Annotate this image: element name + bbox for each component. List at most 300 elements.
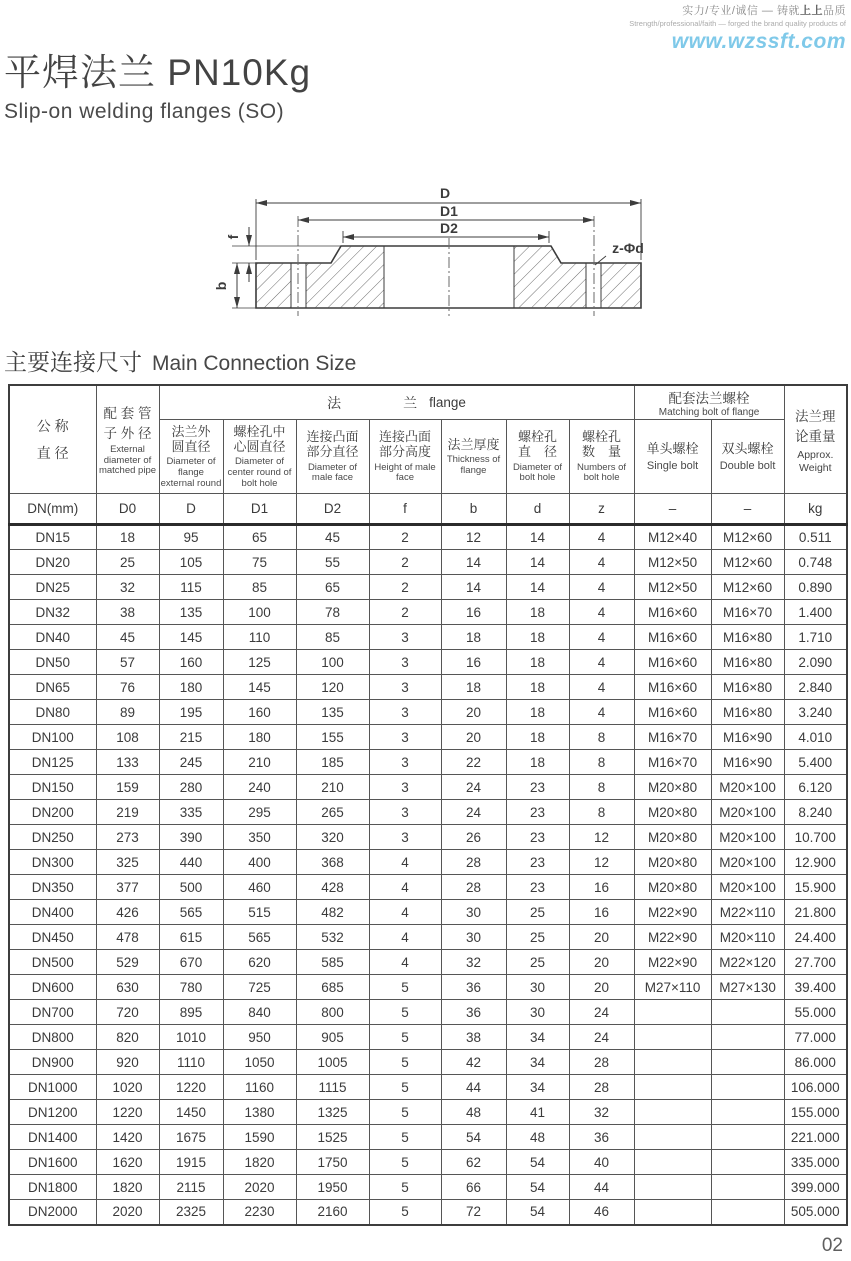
table-cell: M16×90 — [711, 750, 784, 775]
tagline-en: Strength/professional/faith — forged the brand quality products of — [629, 19, 846, 28]
table-cell: 532 — [296, 925, 369, 950]
table-cell: M22×90 — [634, 900, 711, 925]
table-cell: 1220 — [159, 1075, 223, 1100]
table-cell: M20×80 — [634, 775, 711, 800]
col-header-weight — [784, 385, 847, 494]
table-cell: M16×60 — [634, 675, 711, 700]
table-cell: 4 — [569, 525, 634, 550]
table-cell: 3 — [369, 700, 441, 725]
connection-size-table — [8, 384, 848, 1226]
table-cell: 240 — [223, 775, 296, 800]
table-cell: 1675 — [159, 1125, 223, 1150]
table-cell: 155 — [296, 725, 369, 750]
table-cell: M22×90 — [634, 925, 711, 950]
table-cell: 78 — [296, 600, 369, 625]
table-cell: 8.240 — [784, 800, 847, 825]
table-cell: 1220 — [96, 1100, 159, 1125]
table-cell: 630 — [96, 975, 159, 1000]
table-cell: 14 — [506, 575, 569, 600]
col-header-bolt-hole-dia: 螺栓孔 直 径 Diameter of bolt hole — [506, 420, 569, 494]
table-cell: 54 — [441, 1125, 506, 1150]
table-cell: 46 — [569, 1200, 634, 1225]
table-cell: 41 — [506, 1100, 569, 1125]
table-cell: 44 — [569, 1175, 634, 1200]
unit-cell: d — [506, 494, 569, 525]
table-cell — [711, 1025, 784, 1050]
row-dn-cell: DN2000 — [9, 1200, 96, 1225]
table-cell: M20×100 — [711, 875, 784, 900]
table-cell: 10.700 — [784, 825, 847, 850]
table-cell: 1.710 — [784, 625, 847, 650]
table-cell: 108 — [96, 725, 159, 750]
table-cell: M12×40 — [634, 525, 711, 550]
table-cell: 5 — [369, 1025, 441, 1050]
table-row — [9, 600, 847, 625]
table-cell: 28 — [569, 1050, 634, 1075]
row-dn-cell: DN450 — [9, 925, 96, 950]
table-cell: 6.120 — [784, 775, 847, 800]
row-dn-cell: DN1600 — [9, 1150, 96, 1175]
table-cell: 0.890 — [784, 575, 847, 600]
table-cell: M12×60 — [711, 550, 784, 575]
hatch-right-inner — [514, 246, 586, 308]
table-row — [9, 650, 847, 675]
table-cell: M20×100 — [711, 800, 784, 825]
table-cell: M20×80 — [634, 800, 711, 825]
table-cell: 34 — [506, 1075, 569, 1100]
row-dn-cell: DN1000 — [9, 1075, 96, 1100]
table-row — [9, 825, 847, 850]
tagline-zh — [629, 2, 846, 18]
row-dn-cell: DN700 — [9, 1000, 96, 1025]
table-row — [9, 700, 847, 725]
table-cell: 18 — [506, 675, 569, 700]
table-cell: 2020 — [223, 1175, 296, 1200]
table-cell: 273 — [96, 825, 159, 850]
row-dn-cell: DN800 — [9, 1025, 96, 1050]
table-cell: M16×60 — [634, 600, 711, 625]
table-cell: 840 — [223, 1000, 296, 1025]
table-row — [9, 1100, 847, 1125]
dim-label-D1: D1 — [440, 203, 458, 219]
table-cell: 12 — [441, 525, 506, 550]
row-dn-cell: DN600 — [9, 975, 96, 1000]
table-cell: 8 — [569, 775, 634, 800]
table-cell: 4 — [569, 575, 634, 600]
table-cell: 800 — [296, 1000, 369, 1025]
table-cell: 12 — [569, 850, 634, 875]
table-cell: 1020 — [96, 1075, 159, 1100]
table-cell: 77.000 — [784, 1025, 847, 1050]
table-cell: 245 — [159, 750, 223, 775]
table-cell: 2160 — [296, 1200, 369, 1225]
masthead — [629, 2, 846, 54]
table-cell: 500 — [159, 875, 223, 900]
table-cell: 529 — [96, 950, 159, 975]
dn-header-zh1: 公 称 — [36, 417, 69, 434]
table-cell: M22×110 — [711, 900, 784, 925]
table-cell: 399.000 — [784, 1175, 847, 1200]
table-cell: 30 — [506, 1000, 569, 1025]
table-cell: M22×90 — [634, 950, 711, 975]
table-cell: M12×50 — [634, 550, 711, 575]
col-header-thickness: 法兰厚度 Thickness of flange — [441, 420, 506, 494]
table-row — [9, 625, 847, 650]
table-cell: 4 — [369, 875, 441, 900]
table-cell: 42 — [441, 1050, 506, 1075]
table-cell: 23 — [506, 825, 569, 850]
table-row — [9, 900, 847, 925]
table-cell: M20×80 — [634, 825, 711, 850]
table-cell: 36 — [441, 1000, 506, 1025]
dim-label-f: f — [225, 234, 241, 240]
row-dn-cell: DN1800 — [9, 1175, 96, 1200]
table-row — [9, 1150, 847, 1175]
table-cell: 4 — [569, 675, 634, 700]
section-heading — [4, 344, 356, 377]
table-cell: 160 — [159, 650, 223, 675]
row-dn-cell: DN350 — [9, 875, 96, 900]
table-cell: 14 — [441, 575, 506, 600]
table-cell: 5 — [369, 1050, 441, 1075]
table-cell: 0.748 — [784, 550, 847, 575]
row-dn-cell: DN32 — [9, 600, 96, 625]
table-cell: 12.900 — [784, 850, 847, 875]
table-row — [9, 1125, 847, 1150]
table-cell: 25 — [506, 950, 569, 975]
table-cell: 3 — [369, 800, 441, 825]
table-cell: 45 — [96, 625, 159, 650]
table-row — [9, 1050, 847, 1075]
table-cell: 400 — [223, 850, 296, 875]
table-row — [9, 1000, 847, 1025]
row-dn-cell: DN125 — [9, 750, 96, 775]
table-cell: 1750 — [296, 1150, 369, 1175]
unit-cell: D1 — [223, 494, 296, 525]
table-cell: 720 — [96, 1000, 159, 1025]
table-cell: M16×70 — [634, 750, 711, 775]
weight-header-en1: Approx. — [797, 449, 834, 462]
table-cell: M16×90 — [711, 725, 784, 750]
unit-cell: f — [369, 494, 441, 525]
table-cell: 32 — [569, 1100, 634, 1125]
table-cell: M16×60 — [634, 700, 711, 725]
table-cell: 2020 — [96, 1200, 159, 1225]
table-cell: 30 — [441, 900, 506, 925]
table-cell: 2 — [369, 550, 441, 575]
table-cell: 1050 — [223, 1050, 296, 1075]
table-cell: 21.800 — [784, 900, 847, 925]
table-cell: 24 — [441, 800, 506, 825]
unit-cell: D — [159, 494, 223, 525]
unit-cell: z — [569, 494, 634, 525]
pipe-header-en: External diameter of matched pipe — [98, 444, 157, 477]
table-cell: 515 — [223, 900, 296, 925]
table-cell: 3 — [369, 675, 441, 700]
table-cell: 72 — [441, 1200, 506, 1225]
table-cell: 14 — [506, 550, 569, 575]
bolt-group-zh: 配套法兰螺栓 — [668, 391, 750, 406]
table-cell: 5 — [369, 1175, 441, 1200]
table-cell: 54 — [506, 1200, 569, 1225]
table-cell: 4 — [569, 550, 634, 575]
hatch-right-outer — [601, 263, 641, 308]
bolt-group-en: Matching bolt of flange — [658, 407, 760, 418]
table-cell: 368 — [296, 850, 369, 875]
table-cell: 24.400 — [784, 925, 847, 950]
table-cell — [634, 1000, 711, 1025]
table-cell: 221.000 — [784, 1125, 847, 1150]
row-dn-cell: DN40 — [9, 625, 96, 650]
table-cell: M20×80 — [634, 850, 711, 875]
table-cell: 1950 — [296, 1175, 369, 1200]
table-cell: 565 — [223, 925, 296, 950]
table-cell: 34 — [506, 1050, 569, 1075]
table-cell: 95 — [159, 525, 223, 550]
col-header-dn — [9, 385, 96, 494]
row-dn-cell: DN250 — [9, 825, 96, 850]
table-row — [9, 775, 847, 800]
table-cell: 30 — [441, 925, 506, 950]
table-cell: 685 — [296, 975, 369, 1000]
table-cell: 100 — [223, 600, 296, 625]
table-cell: 65 — [296, 575, 369, 600]
table-row — [9, 550, 847, 575]
table-cell: 32 — [96, 575, 159, 600]
row-dn-cell: DN65 — [9, 675, 96, 700]
col-header-male-face-height: 连接凸面 部分高度 Height of male face — [369, 420, 441, 494]
table-cell: 210 — [223, 750, 296, 775]
table-cell: 54 — [506, 1150, 569, 1175]
table-cell: 4 — [369, 900, 441, 925]
tagline-zh-brand: 上上 — [800, 5, 823, 17]
table-cell — [634, 1025, 711, 1050]
table-cell: 4 — [569, 700, 634, 725]
table-cell — [711, 1200, 784, 1225]
unit-cell: kg — [784, 494, 847, 525]
table-cell: 1420 — [96, 1125, 159, 1150]
hatch-left-inner — [306, 246, 384, 308]
table-cell: 18 — [506, 600, 569, 625]
table-cell: 2115 — [159, 1175, 223, 1200]
table-cell: 950 — [223, 1025, 296, 1050]
table-cell: 55 — [296, 550, 369, 575]
table-cell: 18 — [441, 675, 506, 700]
table-cell: 14 — [506, 525, 569, 550]
table-cell: 4 — [369, 950, 441, 975]
table-cell: 670 — [159, 950, 223, 975]
table-cell: 478 — [96, 925, 159, 950]
table-cell: 28 — [441, 850, 506, 875]
table-cell — [711, 1000, 784, 1025]
unit-cell: – — [711, 494, 784, 525]
row-dn-cell: DN20 — [9, 550, 96, 575]
dim-label-b: b — [213, 281, 229, 291]
table-cell — [634, 1175, 711, 1200]
table-cell: 25 — [96, 550, 159, 575]
table-cell: 505.000 — [784, 1200, 847, 1225]
row-dn-cell: DN15 — [9, 525, 96, 550]
hatch-left-outer — [256, 263, 291, 308]
table-cell: 335 — [159, 800, 223, 825]
table-cell: 44 — [441, 1075, 506, 1100]
row-dn-cell: DN300 — [9, 850, 96, 875]
table-cell: 26 — [441, 825, 506, 850]
table-cell: 15.900 — [784, 875, 847, 900]
table-cell: 34 — [506, 1025, 569, 1050]
row-dn-cell: DN1400 — [9, 1125, 96, 1150]
table-cell: 25 — [506, 925, 569, 950]
table-cell: 377 — [96, 875, 159, 900]
table-cell: 5 — [369, 975, 441, 1000]
table-cell: 1160 — [223, 1075, 296, 1100]
table-row — [9, 575, 847, 600]
table-row — [9, 800, 847, 825]
table-cell — [634, 1075, 711, 1100]
col-header-bolt-circle: 螺栓孔中 心圆直径 Diameter of center round of bolt hole — [223, 420, 296, 494]
table-cell: 16 — [569, 875, 634, 900]
table-cell: 5 — [369, 1000, 441, 1025]
table-cell: 3.240 — [784, 700, 847, 725]
pipe-header-zh1: 配 套 管 — [103, 406, 152, 422]
flange-group-zh2: 兰 — [403, 394, 418, 411]
table-cell: 350 — [223, 825, 296, 850]
table-cell: 12 — [569, 825, 634, 850]
table-cell: 905 — [296, 1025, 369, 1050]
table-cell: 66 — [441, 1175, 506, 1200]
table-cell: M16×70 — [711, 600, 784, 625]
table-cell: 100 — [296, 650, 369, 675]
table-cell: 3 — [369, 775, 441, 800]
row-dn-cell: DN500 — [9, 950, 96, 975]
table-cell: M20×100 — [711, 825, 784, 850]
flange-group-zh1: 法 — [327, 394, 342, 411]
col-header-flange-od: 法兰外 圆直径 Diameter of flange external round — [159, 420, 223, 494]
weight-header-zh1: 法兰理 — [795, 409, 836, 425]
section-title-zh: 主要连接尺寸 — [4, 349, 142, 375]
table-cell: 24 — [441, 775, 506, 800]
table-cell: 38 — [441, 1025, 506, 1050]
table-cell: 36 — [441, 975, 506, 1000]
table-cell: 25 — [506, 900, 569, 925]
table-cell: M27×110 — [634, 975, 711, 1000]
table-cell: 75 — [223, 550, 296, 575]
table-cell: 1820 — [223, 1150, 296, 1175]
col-header-pipe — [96, 385, 159, 494]
table-cell — [634, 1200, 711, 1225]
table-cell: 18 — [506, 650, 569, 675]
table-cell: 38 — [96, 600, 159, 625]
table-cell: M16×70 — [634, 725, 711, 750]
table-cell: 23 — [506, 850, 569, 875]
table-cell: 780 — [159, 975, 223, 1000]
table-cell: 920 — [96, 1050, 159, 1075]
table-cell: 895 — [159, 1000, 223, 1025]
table-cell: 48 — [441, 1100, 506, 1125]
page-title: 平焊法兰 PN10Kg — [4, 52, 312, 93]
website-url: www.wzssft.com — [671, 30, 846, 53]
table-cell: 295 — [223, 800, 296, 825]
table-cell: 16 — [441, 650, 506, 675]
table-cell: M22×120 — [711, 950, 784, 975]
table-cell: 215 — [159, 725, 223, 750]
table-cell: 18 — [506, 750, 569, 775]
units-row — [9, 494, 847, 525]
table-row — [9, 1200, 847, 1225]
row-dn-cell: DN50 — [9, 650, 96, 675]
table-cell: 86.000 — [784, 1050, 847, 1075]
table-cell: 135 — [296, 700, 369, 725]
table-cell: 820 — [96, 1025, 159, 1050]
table-cell: 2.090 — [784, 650, 847, 675]
table-cell: 5 — [369, 1150, 441, 1175]
table-cell: 482 — [296, 900, 369, 925]
table-cell: 45 — [296, 525, 369, 550]
table-cell: 62 — [441, 1150, 506, 1175]
row-dn-cell: DN900 — [9, 1050, 96, 1075]
row-dn-cell: DN25 — [9, 575, 96, 600]
bolt-note-label: z-Φd — [612, 240, 644, 256]
table-cell: 16 — [569, 900, 634, 925]
row-dn-cell: DN80 — [9, 700, 96, 725]
table-cell: 4.010 — [784, 725, 847, 750]
table-cell: 110 — [223, 625, 296, 650]
table-cell: 23 — [506, 775, 569, 800]
table-row — [9, 975, 847, 1000]
weight-header-zh2: 论重量 — [795, 429, 836, 445]
row-dn-cell: DN400 — [9, 900, 96, 925]
table-cell: M27×130 — [711, 975, 784, 1000]
table-cell — [634, 1050, 711, 1075]
table-cell: 180 — [159, 675, 223, 700]
row-dn-cell: DN100 — [9, 725, 96, 750]
table-cell: 1820 — [96, 1175, 159, 1200]
table-cell: 1110 — [159, 1050, 223, 1075]
table-cell: 3 — [369, 725, 441, 750]
table-cell: 5 — [369, 1100, 441, 1125]
table-row — [9, 1025, 847, 1050]
table-row — [9, 675, 847, 700]
table-row — [9, 525, 847, 550]
table-cell: 4 — [569, 600, 634, 625]
table-cell: 8 — [569, 750, 634, 775]
table-cell: 565 — [159, 900, 223, 925]
unit-cell: DN(mm) — [9, 494, 96, 525]
unit-cell: b — [441, 494, 506, 525]
table-cell: M12×60 — [711, 575, 784, 600]
page-number: 02 — [821, 1235, 843, 1256]
table-cell — [711, 1175, 784, 1200]
table-cell — [711, 1075, 784, 1100]
table-cell: 32 — [441, 950, 506, 975]
table-cell: 1325 — [296, 1100, 369, 1125]
table-cell: 428 — [296, 875, 369, 900]
table-cell: 460 — [223, 875, 296, 900]
table-cell — [711, 1100, 784, 1125]
table-cell: 210 — [296, 775, 369, 800]
table-cell: M20×100 — [711, 850, 784, 875]
table-cell: 390 — [159, 825, 223, 850]
table-cell: 1005 — [296, 1050, 369, 1075]
table-cell: 36 — [569, 1125, 634, 1150]
table-cell: 2230 — [223, 1200, 296, 1225]
title-block — [4, 42, 311, 124]
table-cell: 18 — [96, 525, 159, 550]
unit-cell: D2 — [296, 494, 369, 525]
table-cell: 65 — [223, 525, 296, 550]
table-cell: 3 — [369, 750, 441, 775]
table-cell: 145 — [159, 625, 223, 650]
